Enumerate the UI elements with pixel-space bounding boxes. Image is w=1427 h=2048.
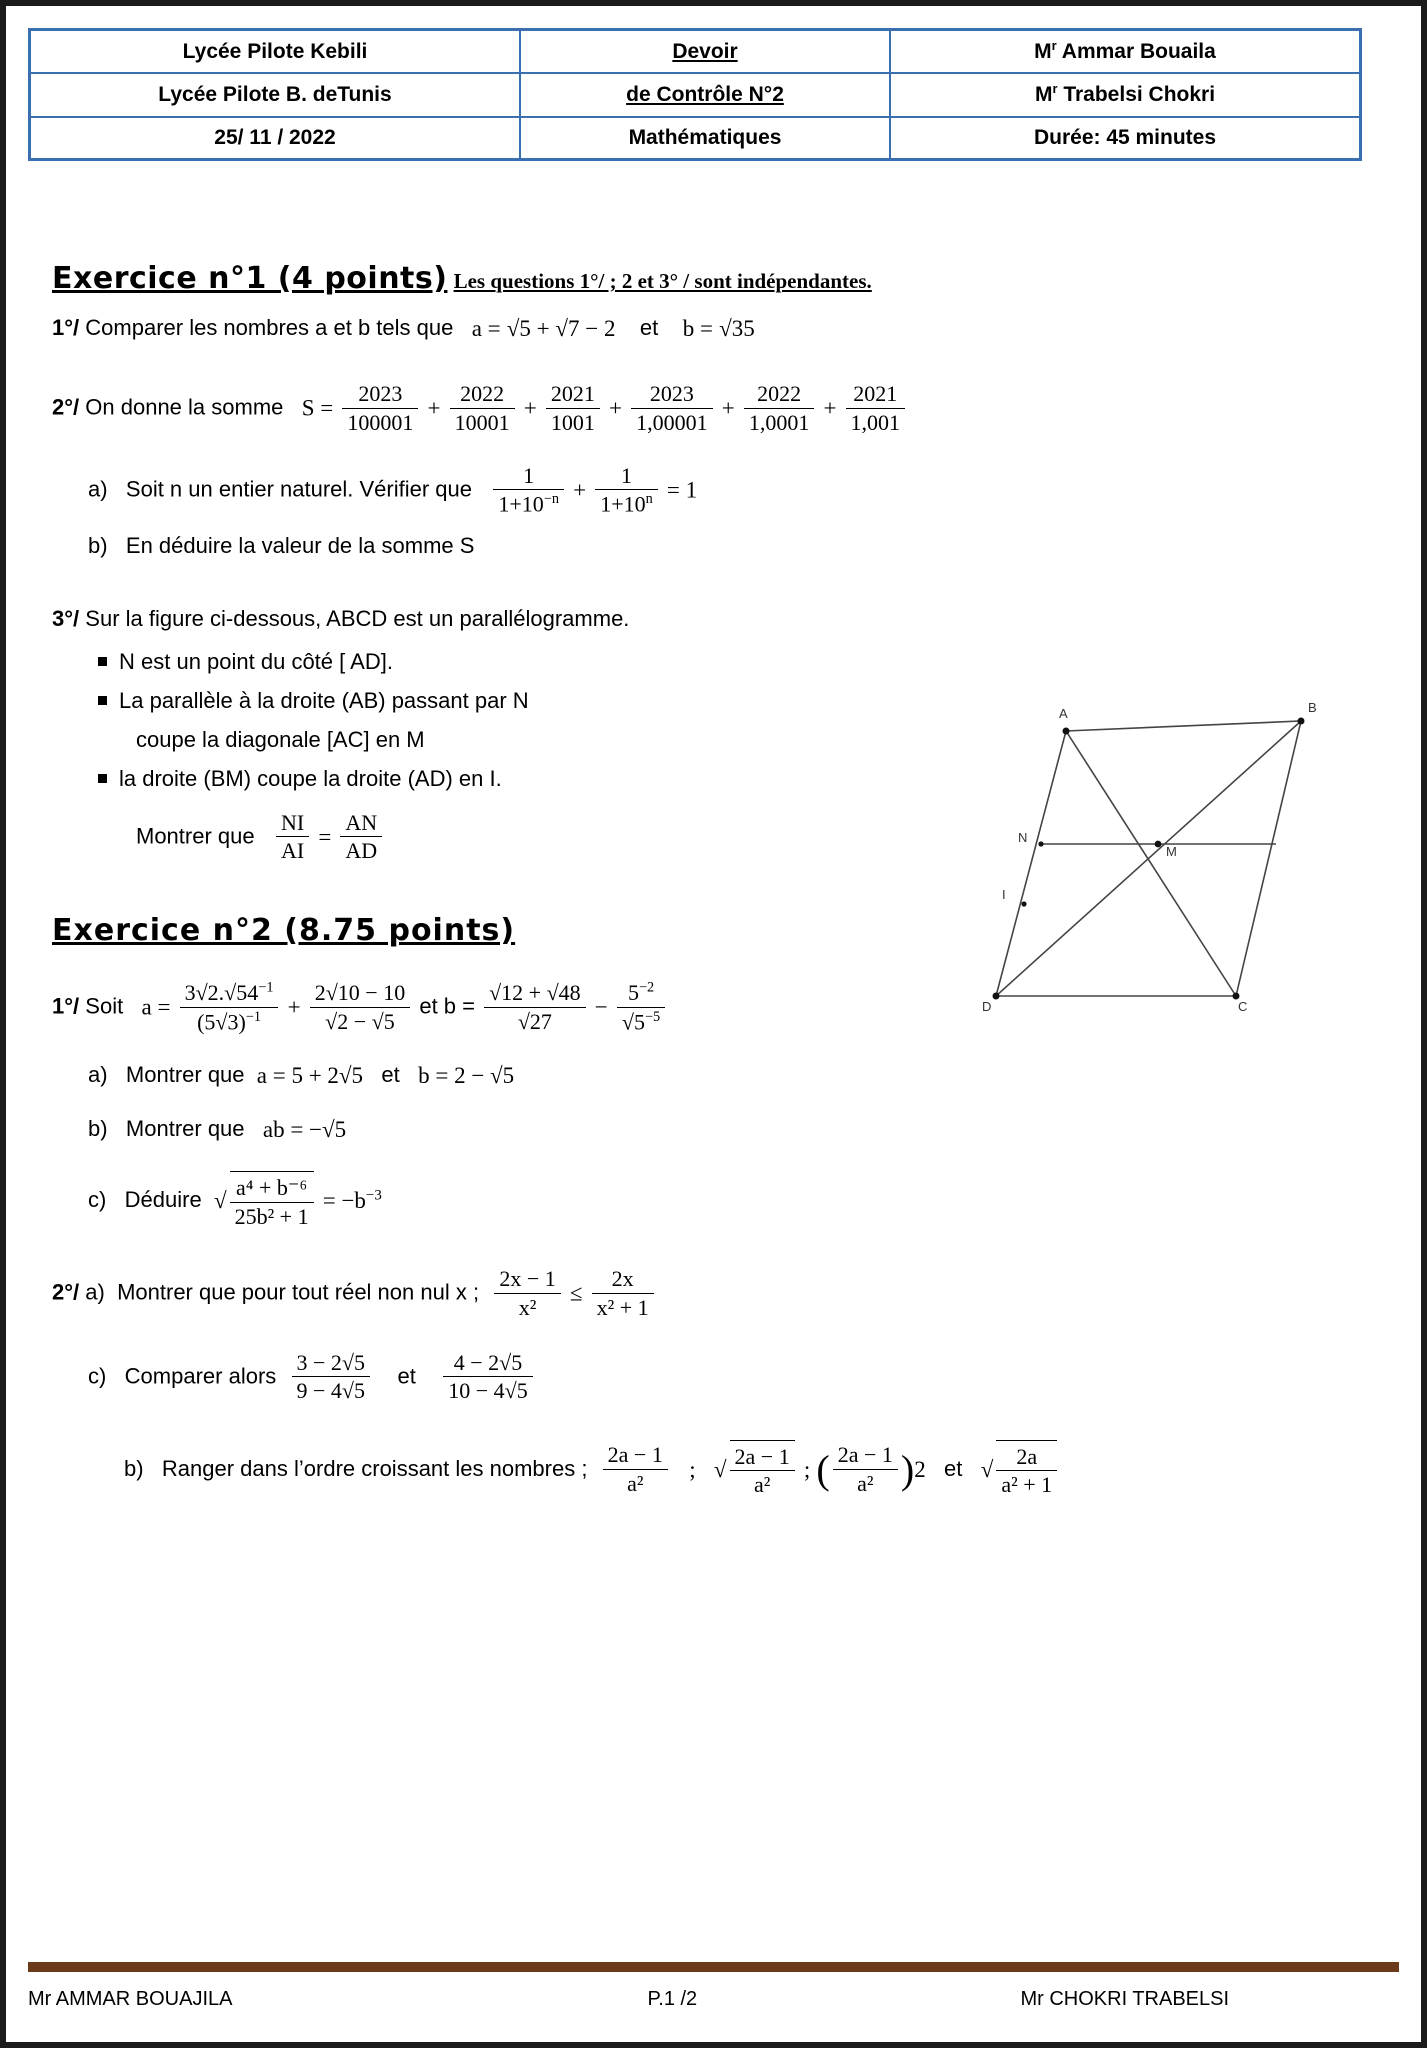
ex1-q3 (52, 602, 1352, 635)
q1-t2-num: 2√10 − 10 (310, 979, 410, 1008)
q1-t4-den: $√5^{-5}$ (621, 1008, 661, 1034)
ex2-q1-text: Soit (85, 993, 124, 1019)
term4-den: 1,00001 (636, 409, 708, 435)
ex1-q2a-frac1 (493, 462, 564, 519)
term6-num: 2021 (846, 380, 906, 409)
ex2-c-eq: = $-b^{-3}$ (322, 1187, 382, 1214)
ex1-q2: 2°/ On donne la somme S = $\frac{2023}{100001}$ + $\frac{2022}{10001}$ + $\frac{2021}{1001}$ + $\frac{2023}{1,00001}$ + $\frac{2022}{1,0001}$ + $\frac{2021}{1,001}$ (52, 380, 1352, 437)
ex2-q1 (52, 979, 1352, 1036)
ex2-q2c-frac2 (443, 1349, 532, 1406)
bullet2-text: La parallèle à la droite (AB) passant par N (119, 687, 529, 713)
exercise1-heading (52, 256, 1352, 301)
header-exam-line2: de Contrôle N°2 (520, 73, 890, 116)
ex2-a-text: Montrer que (125, 1062, 245, 1088)
ex1-q3-bullet-2 (98, 684, 1352, 717)
bullet3-text: la droite (BM) coupe la droite (AD) en I. (119, 765, 502, 791)
ex1-q2-text: On donne la somme (85, 394, 284, 420)
term2-den: 10001 (454, 409, 510, 435)
term1-den: 100001 (347, 409, 414, 435)
term3-den: 1001 (550, 409, 595, 435)
ex1-q3-frac2 (340, 809, 382, 866)
q2b-e2-den: a² (753, 1472, 771, 1498)
ex1-q2a-label: a) (88, 476, 108, 502)
ex2-q2b-paren-open: ( (816, 1446, 830, 1492)
ex2-q1-a-label: a = (141, 994, 171, 1020)
q2a-f2-den: $1+10^n$ (600, 491, 653, 517)
ex2-q2b-et: et (944, 1455, 963, 1481)
exercise1-note: Les questions 1°/ ; 2 et 3° / sont indépendantes. (453, 269, 872, 293)
ex1-q2-number: 2°/ (52, 394, 80, 420)
ex1-q1-a-expr: √5 + √7 − 2 (506, 315, 616, 341)
ex1-q3-bullet-3 (98, 762, 1352, 795)
exercise2-heading (52, 908, 1352, 953)
term3-num: 2021 (546, 380, 600, 409)
ex1-q2b-text: En déduire la valeur de la somme S (125, 532, 475, 558)
footer-right: Mr CHOKRI TRABELSI (1020, 1987, 1230, 2010)
header-date: 25/ 11 / 2022 (30, 117, 521, 160)
q1-t3-den: √27 (517, 1008, 552, 1034)
ex2-q1-term2 (310, 979, 410, 1036)
bullet2b-text: coupe la diagonale [AC] en M (136, 726, 425, 752)
ex1-q1-b-expr: √35 (719, 315, 755, 341)
q2c-f1-num: 3 − 2√5 (292, 1349, 370, 1378)
ex1-q2a (88, 462, 1352, 519)
ex2-b (88, 1112, 1352, 1147)
header-duration: Durée: 45 minutes (890, 117, 1361, 160)
c-eq-sup: −3 (365, 1187, 382, 1204)
ex2-q1-number: 1°/ (52, 993, 80, 1019)
ex1-q2b (88, 529, 1352, 562)
q2a-right-den: x² + 1 (596, 1294, 649, 1320)
term5-den: 1,0001 (748, 409, 810, 435)
q2a-left-num: 2x − 1 (494, 1265, 560, 1294)
ex2-q2a (52, 1265, 1352, 1322)
ex1-q2-term-1 (342, 380, 418, 437)
teacher2-sup: r (1052, 81, 1058, 97)
header-school2: Lycée Pilote B. deTunis (30, 73, 521, 116)
ex1-q1 (52, 311, 1352, 346)
term1-num: 2023 (342, 380, 418, 409)
ex2-a-expr2: b = 2 − √5 (418, 1063, 515, 1089)
ex1-q2b-label: b) (88, 532, 108, 558)
q1-t2-den: √2 − √5 (325, 1008, 395, 1034)
ex2-b-expr: ab = −√5 (262, 1116, 347, 1142)
exercise2-title: Exercice n°2 (8.75 points) (52, 913, 516, 949)
q3-f2-num: AN (340, 809, 382, 838)
ex1-q2a-frac2 (595, 462, 658, 519)
teacher1-sup: r (1051, 38, 1057, 53)
square-bullet-icon (98, 696, 107, 705)
q3-f1-num: NI (276, 809, 309, 838)
teacher1-name: Ammar Bouaila (1056, 40, 1216, 63)
q2a-right-num: 2x (592, 1265, 654, 1294)
q2c-f2-den: 10 − 4√5 (448, 1378, 528, 1404)
ex2-q1-et: et b = (419, 993, 475, 1019)
ex2-q2b-expr4 (996, 1440, 1057, 1500)
figure-label-A: A (1059, 706, 1068, 721)
q1-t1-den: $(5√3)^{-1}$ (197, 1008, 262, 1034)
ex2-b-label: b) (88, 1115, 108, 1141)
ex2-q2-number: 2°/ (52, 1279, 80, 1305)
q1-t1-num-sup: −1 (258, 979, 274, 996)
c-frac-den: 25b² + 1 (234, 1203, 309, 1229)
ex2-q2b-paren-close: ) (900, 1446, 915, 1492)
q2a-f2-den-sup: n (645, 491, 653, 508)
ex2-b-text: Montrer que (125, 1115, 245, 1141)
teacher1-prefix: M (1034, 40, 1052, 63)
ex1-q3-show-text: Montrer que (136, 823, 255, 849)
q2c-f1-den: 9 − 4√5 (296, 1378, 365, 1404)
ex1-q3-number: 3°/ (52, 605, 80, 631)
term2-num: 2022 (450, 380, 515, 409)
ex1-q2a-plus: + (573, 477, 587, 502)
exercise1-title: Exercice n°1 (4 points) (52, 261, 448, 296)
ex2-q2b-expr2 (730, 1440, 795, 1500)
ex1-q2a-eq: = 1 (666, 477, 698, 502)
ex2-q2b-expr3 (833, 1441, 898, 1498)
q2a-f1-den-sup: −n (543, 491, 559, 508)
q2a-left-den: x² (518, 1294, 537, 1320)
q1-t3-num: √12 + √48 (484, 979, 586, 1008)
q1-t1-den-sup: −1 (245, 1008, 262, 1025)
teacher2-prefix: M (1034, 83, 1053, 107)
q1-t4-num: $5^{-2}$ (617, 979, 665, 1008)
ex2-q2c-label: c) (88, 1362, 107, 1388)
q2b-e3-den: a² (857, 1470, 874, 1496)
footer-page-number: P.1 /2 (647, 1987, 698, 2010)
ex1-q1-text: Comparer les nombres a et b tels que (85, 315, 454, 340)
term6-den: 1,001 (850, 409, 901, 435)
q2b-e2-num: 2a − 1 (730, 1443, 795, 1472)
header-school1: Lycée Pilote Kebili (30, 30, 521, 74)
term5-num: 2022 (744, 380, 815, 409)
exam-content (52, 246, 1352, 1510)
ex2-q2a-frac2 (592, 1265, 654, 1322)
ex2-c (88, 1171, 1352, 1231)
ex2-c-label: c) (88, 1187, 107, 1213)
q2b-e4-num: 2a (996, 1443, 1057, 1472)
ex2-a-et: et (381, 1062, 400, 1088)
header-subject: Mathématiques (520, 117, 890, 160)
ex1-q2-S: S = (301, 395, 334, 421)
figure-label-I: I (1002, 887, 1006, 902)
q2b-e1-den: a² (627, 1470, 644, 1496)
ex2-q2a-rel: ≤ (569, 1280, 583, 1306)
c-frac-num: a⁴ + b⁻⁶ (230, 1174, 314, 1203)
header-teacher1 (890, 30, 1361, 74)
header-table (28, 28, 1362, 161)
q2a-f1-den: $1+10^{-n}$ (498, 491, 559, 517)
ex1-q2-term-6 (846, 380, 906, 437)
ex1-q1-a-label: a = (471, 315, 501, 341)
ex1-q2a-text: Soit n un entier naturel. Vérifier que (125, 476, 472, 502)
q1-t4-num-sup: −2 (638, 979, 655, 996)
figure-label-N: N (1018, 830, 1028, 845)
ex1-q1-et: et (639, 315, 659, 340)
ex2-q2b (124, 1440, 1352, 1500)
ex2-q1-term3 (484, 979, 586, 1036)
footer-divider (28, 1962, 1399, 1972)
ex2-q2b-sep1: ; (689, 1456, 696, 1482)
q2c-f2-num: 4 − 2√5 (443, 1349, 532, 1378)
ex2-c-sqrt-icon: √ (213, 1188, 227, 1214)
q1-t4-den-sup: −5 (644, 1008, 661, 1025)
square-bullet-icon (98, 657, 107, 666)
ex2-q2a-frac1 (494, 1265, 560, 1322)
figure-label-C: C (1238, 999, 1248, 1014)
teacher2-name: Trabelsi Chokri (1057, 83, 1216, 107)
figure-label-M: M (1166, 844, 1177, 859)
q1-t1-num: $3√2.√54^{-1}$ (180, 979, 279, 1008)
ex1-q3-bullet-2b (136, 723, 1352, 756)
q2a-f2-num: 1 (595, 462, 658, 491)
ex2-q2b-expr1 (603, 1441, 668, 1498)
page-footer (28, 1978, 1399, 2020)
ex1-q3-bullet-1 (98, 645, 1352, 678)
ex2-q1-term4 (617, 979, 665, 1036)
term4-num: 2023 (631, 380, 713, 409)
square-bullet-icon (98, 774, 107, 783)
bullet1-text: N est un point du côté [ AD]. (119, 648, 393, 674)
ex2-a-expr1: a = 5 + 2√5 (256, 1063, 364, 1089)
figure-label-D: D (982, 999, 992, 1014)
q2b-e1-num: 2a − 1 (603, 1441, 668, 1470)
ex1-q3-eq: = (318, 824, 332, 850)
q2b-e4-den: a² + 1 (1001, 1472, 1053, 1498)
ex2-q2b-text: Ranger dans l’ordre croissant les nombres ; (161, 1455, 588, 1481)
ex1-q1-b-label: b = (682, 315, 713, 341)
ex2-q2c (88, 1349, 1352, 1406)
q3-f1-den: AI (280, 838, 305, 864)
ex1-q3-text: Sur la figure ci-dessous, ABCD est un parallélogramme. (85, 605, 630, 631)
ex2-q2c-et: et (397, 1362, 416, 1388)
ex2-q2a-text: Montrer que pour tout réel non nul x ; (117, 1279, 480, 1305)
q2b-e3-num: 2a − 1 (833, 1441, 898, 1470)
ex2-q1-minus: − (594, 994, 608, 1020)
header-teacher2 (890, 73, 1361, 116)
ex2-q1-plus: + (287, 994, 301, 1020)
ex1-q1-number: 1°/ (52, 315, 80, 340)
q2b-e3-sup: 2 (914, 1456, 926, 1482)
q2a-f1-num: 1 (493, 462, 564, 491)
ex1-q3-show (136, 809, 1352, 866)
ex1-q2-term-5 (744, 380, 815, 437)
ex2-q2b-sqrt-icon: √ (713, 1456, 727, 1482)
ex1-q2-term-4 (631, 380, 713, 437)
ex2-a (88, 1058, 1352, 1093)
q3-f2-den: AD (345, 838, 378, 864)
ex2-q2c-text: Comparer alors (124, 1362, 277, 1388)
ex2-q1-term1 (180, 979, 279, 1036)
ex2-q2b-sqrt2-icon: √ (980, 1456, 994, 1482)
ex2-q2a-label: a) (85, 1279, 105, 1305)
figure-label-B: B (1308, 700, 1317, 715)
ex1-q2-term-2 (450, 380, 515, 437)
ex2-q2b-sep2: ; (803, 1456, 811, 1482)
ex2-q2c-frac1 (292, 1349, 370, 1406)
ex1-q3-frac1 (276, 809, 309, 866)
ex2-q2b-label: b) (124, 1455, 144, 1481)
ex2-c-frac (230, 1171, 314, 1231)
header-exam-line1: Devoir (520, 30, 890, 74)
ex2-a-label: a) (88, 1062, 108, 1088)
ex2-c-text: Déduire (124, 1187, 202, 1213)
footer-left: Mr AMMAR BOUAJILA (28, 1987, 233, 2010)
ex1-q2-term-3 (546, 380, 600, 437)
